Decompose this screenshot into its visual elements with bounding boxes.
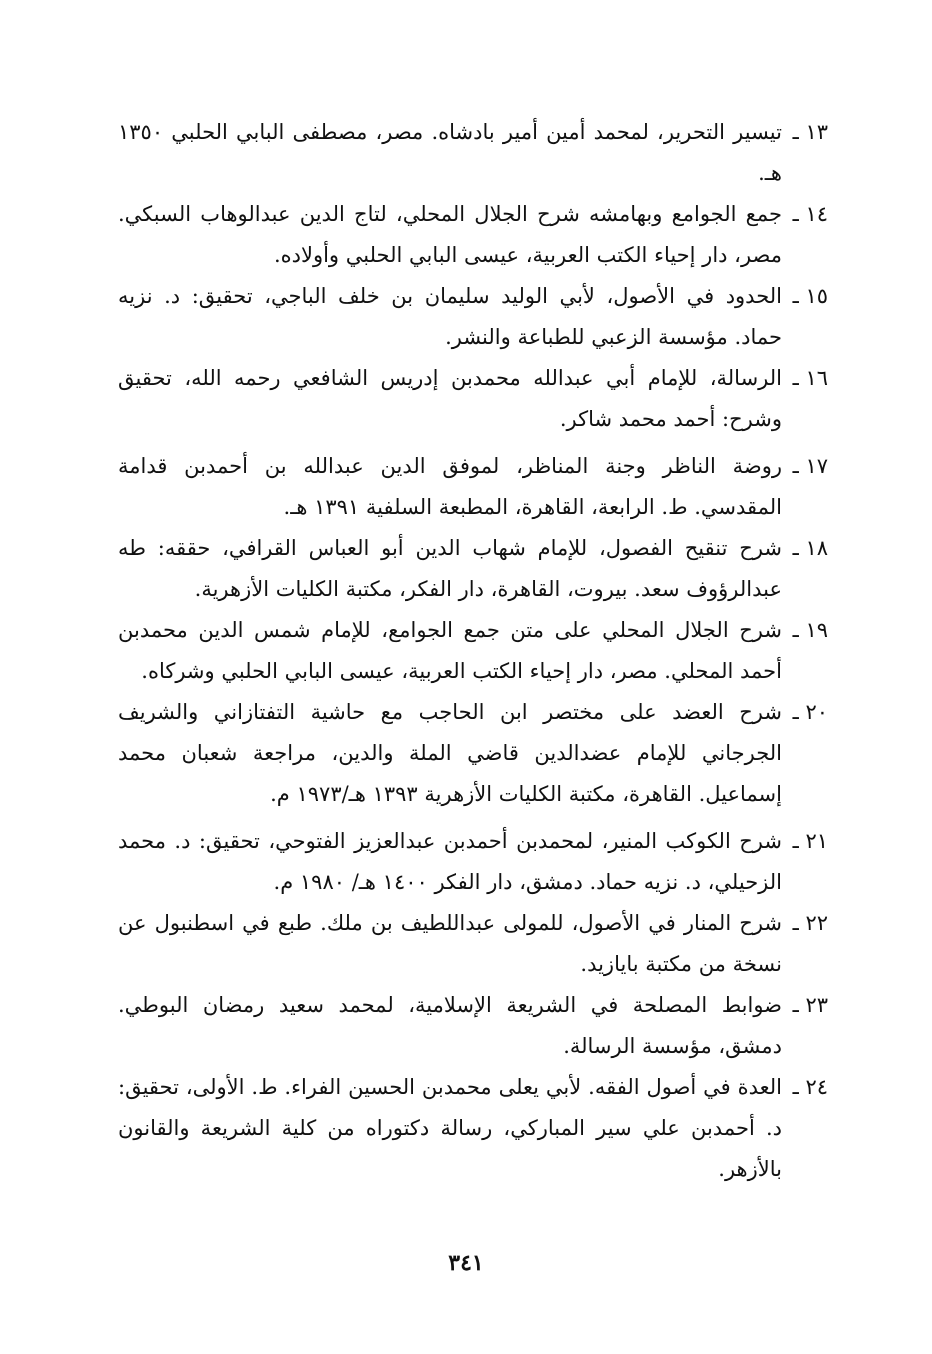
reference-number: ١٧ ـ (792, 454, 828, 478)
reference-text: العدة في أصول الفقه. لأبي يعلى محمدبن الحسين الفراء. ط. الأولى، تحقيق: د. أحمدبن علي سير المباركي، رسالة دكتوراه من كلية الشريعة والقانون بالأزهر. (118, 1075, 782, 1181)
reference-text: ضوابط المصلحة في الشريعة الإسلامية، لمحمد سعيد رمضان البوطي. دمشق، مؤسسة الرسالة. (118, 993, 782, 1058)
references-list (118, 112, 828, 1190)
reference-item-24 (118, 1067, 828, 1190)
reference-number: ١٩ ـ (792, 618, 828, 642)
reference-text: تيسير التحرير، لمحمد أمين أمير بادشاه. مصر، مصطفى البابي الحلبي ١٣٥٠ هـ. (118, 120, 782, 185)
reference-text: شرح الكوكب المنير، لمحمدبن أحمدبن عبدالعزيز الفتوحي، تحقيق: د. محمد الزحيلي، د. نزيه حماد. دمشق، دار الفكر ١٤٠٠ هـ/ ١٩٨٠ م. (118, 829, 782, 894)
reference-text: شرح العضد على مختصر ابن الحاجب مع حاشية التفتازاني والشريف الجرجاني للإمام عضدالدين قاضي الملة والدين، مراجعة شعبان محمد إسماعيل. القاهرة، مكتبة الكليات الأزهرية ١٣٩٣ هـ/١٩٧٣ م. (118, 700, 782, 806)
reference-item-20 (118, 692, 828, 815)
reference-item-14 (118, 194, 828, 276)
reference-number: ١٦ ـ (792, 366, 828, 390)
reference-number: ١٣ ـ (792, 120, 828, 144)
reference-item-17 (118, 446, 828, 528)
reference-item-18 (118, 528, 828, 610)
reference-text: جمع الجوامع وبهامشه شرح الجلال المحلي، لتاج الدين عبدالوهاب السبكي. مصر، دار إحياء الكتب العربية، عيسى البابي الحلبي وأولاده. (118, 202, 782, 267)
reference-item-23 (118, 985, 828, 1067)
reference-item-13 (118, 112, 828, 194)
reference-item-19 (118, 610, 828, 692)
reference-text: الرسالة، للإمام أبي عبدالله محمدبن إدريس الشافعي رحمه الله، تحقيق وشرح: أحمد محمد شاكر. (118, 366, 782, 431)
reference-number: ٢٢ ـ (792, 911, 828, 935)
reference-text: شرح تنقيح الفصول، للإمام شهاب الدين أبو العباس القرافي، حققه: طه عبدالرؤوف سعد. بيروت، القاهرة، دار الفكر، مكتبة الكليات الأزهرية. (118, 536, 782, 601)
reference-number: ٢٤ ـ (792, 1075, 828, 1099)
reference-number: ٢١ ـ (792, 829, 828, 853)
reference-item-16 (118, 358, 828, 440)
reference-number: ١٨ ـ (792, 536, 828, 560)
reference-text: شرح الجلال المحلي على متن جمع الجوامع، للإمام شمس الدين محمدبن أحمد المحلي. مصر، دار إحياء الكتب العربية، عيسى البابي الحلبي وشركاه. (118, 618, 782, 683)
page-number: ٣٤١ (448, 1250, 484, 1276)
reference-item-22 (118, 903, 828, 985)
reference-number: ١٤ ـ (792, 202, 828, 226)
reference-number: ٢٠ ـ (792, 700, 828, 724)
reference-text: الحدود في الأصول، لأبي الوليد سليمان بن خلف الباجي، تحقيق: د. نزيه حماد. مؤسسة الزعبي للطباعة والنشر. (118, 284, 782, 349)
reference-text: روضة الناظر وجنة المناظر، لموفق الدين عبدالله بن أحمدبن قدامة المقدسي. ط. الرابعة، القاهرة، المطبعة السلفية ١٣٩١ هـ. (118, 454, 782, 519)
reference-item-21 (118, 821, 828, 903)
reference-item-15 (118, 276, 828, 358)
reference-number: ١٥ ـ (792, 284, 828, 308)
reference-number: ٢٣ ـ (792, 993, 828, 1017)
reference-text: شرح المنار في الأصول، للمولى عبداللطيف بن ملك. طبع في اسطنبول عن نسخة من مكتبة بايازيد. (118, 911, 782, 976)
